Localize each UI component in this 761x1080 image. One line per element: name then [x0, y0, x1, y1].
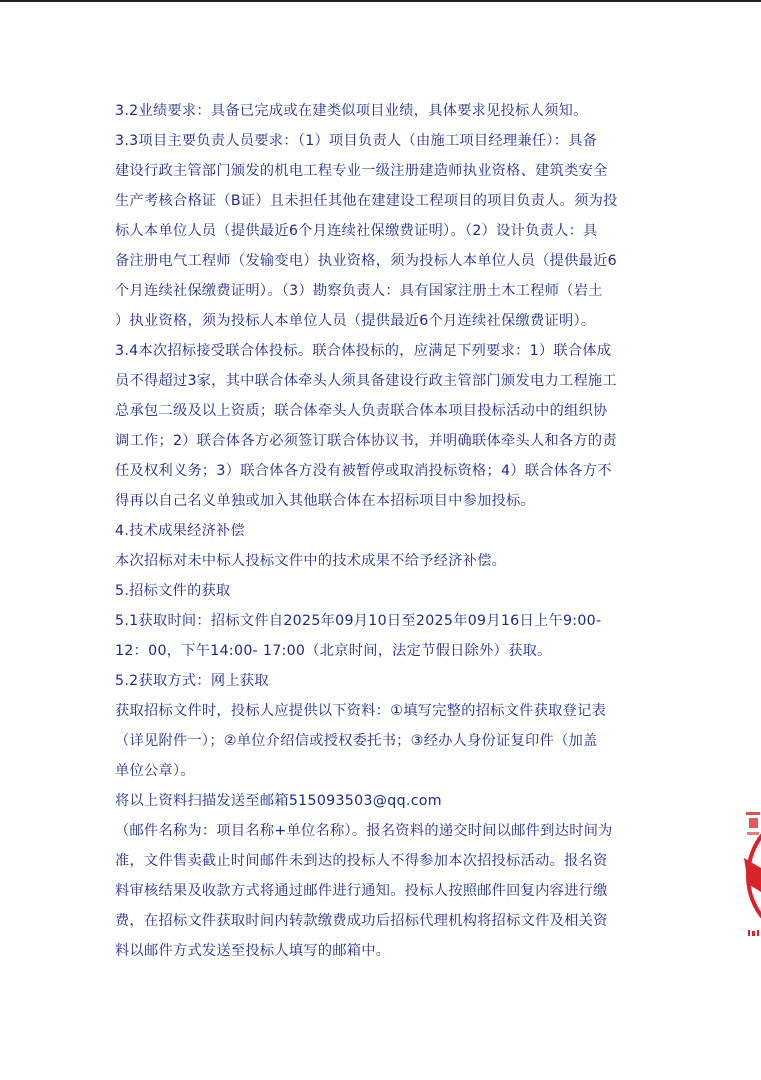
section-heading: 5.招标文件的获取 — [115, 583, 231, 599]
text-line: 准，文件售卖截止时间邮件未到达的投标人不得参加本次招投标活动。报名资 — [115, 853, 608, 869]
text-line: 员不得超过3家，其中联合体牵头人须具备建设行政主管部门颁发电力工程施工 — [115, 373, 617, 389]
text-line: 总承包二级及以上资质；联合体牵头人负责联合体本项目投标活动中的组织协 — [115, 403, 608, 419]
text-line: 生产考核合格证（B证）且未担任其他在建建设工程项目的项目负责人。须为投 — [115, 193, 618, 209]
text-line: 建设行政主管部门颁发的机电工程专业一级注册建造师执业资格、建筑类安全 — [115, 163, 608, 179]
text-line: 3.2业绩要求：具备已完成或在建类似项目业绩，具体要求见投标人须知。 — [115, 103, 588, 119]
text-line: 任及权利义务；3）联合体各方没有被暂停或取消投标资格；4）联合体各方不 — [115, 463, 612, 479]
text-line: 料审核结果及收款方式将通过邮件进行通知。投标人按照邮件回复内容进行缴 — [115, 883, 608, 899]
text-line: ）执业资格，须为投标人本单位人员（提供最近6个月连续社保缴费证明）。 — [115, 313, 596, 329]
text-line: 料以邮件方式发送至投标人填写的邮箱中。 — [115, 943, 391, 959]
section-heading: 4.技术成果经济补偿 — [115, 523, 246, 539]
text-line: 个月连续社保缴费证明）。（3）勘察负责人：具有国家注册土木工程师（岩土 — [115, 283, 603, 299]
text-line: 5.1获取时间：招标文件自2025年09月10日至2025年09月16日上午9:00- — [115, 613, 602, 629]
email-line: 将以上资料扫描发送至邮箱515093503@qq.com — [115, 793, 442, 809]
text-line: 获取招标文件时，投标人应提供以下资料：①填写完整的招标文件获取登记表 — [115, 703, 607, 719]
text-line: （邮件名称为：项目名称+单位名称）。报名资料的递交时间以邮件到达时间为 — [115, 823, 613, 839]
text-line: 3.4本次招标接受联合体投标。联合体投标的，应满足下列要求：1）联合体成 — [115, 343, 612, 359]
document-body — [115, 96, 645, 966]
text-line: （详见附件一）；②单位介绍信或授权委托书；③经办人身份证复印件（加盖 — [115, 733, 598, 749]
text-line: 备注册电气工程师（发输变电）执业资格，须为投标人本单位人员（提供最近6 — [115, 253, 617, 269]
text-line: 费，在招标文件获取时间内转款缴费成功后招标代理机构将招标文件及相关资 — [115, 913, 608, 929]
text-line: 3.3项目主要负责人员要求：（1）项目负责人（由施工项目经理兼任）：具备 — [115, 133, 598, 149]
text-line: 得再以自己名义单独或加入其他联合体在本招标项目中参加投标。 — [115, 493, 536, 509]
text-line: 12：00，下午14:00- 17:00（北京时间，法定节假日除外）获取。 — [115, 643, 552, 659]
red-seal-stamp-fragment — [744, 806, 761, 948]
text-line: 单位公章）。 — [115, 763, 195, 779]
text-line: 5.2获取方式：网上获取 — [115, 673, 269, 689]
text-line: 本次招标对未中标人投标文件中的技术成果不给予经济补偿。 — [115, 553, 507, 569]
text-line: 标人本单位人员（提供最近6个月连续社保缴费证明）。（2）设计负责人：具 — [115, 223, 598, 239]
top-border-rule — [0, 0, 761, 2]
text-line: 调工作；2）联合体各方必须签订联合体协议书，并明确联体牵头人和各方的责 — [115, 433, 617, 449]
seal-star-icon — [744, 806, 761, 948]
